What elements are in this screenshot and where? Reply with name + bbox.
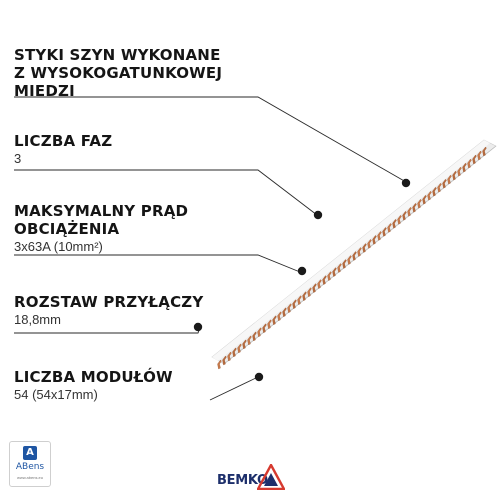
busbar: [212, 140, 496, 364]
copper-pin: [383, 227, 387, 236]
busbar-copper-pins: [218, 147, 487, 369]
copper-pin: [303, 292, 307, 301]
copper-pin: [333, 268, 337, 277]
copper-pin: [318, 280, 322, 289]
copper-pin: [413, 203, 417, 212]
copper-pin: [258, 328, 262, 337]
spec-value: 18,8mm: [14, 312, 61, 327]
copper-pin: [233, 348, 237, 357]
copper-pin: [283, 308, 287, 317]
copper-pin: [408, 207, 412, 216]
copper-pin: [448, 175, 452, 184]
spec-copper-contacts: [14, 46, 222, 100]
leader-dot-copper: [402, 179, 410, 187]
spec-value: 54 (54x17mm): [14, 387, 98, 402]
copper-pin: [308, 288, 312, 297]
abens-url: www.abens.eu: [16, 475, 43, 480]
copper-pin: [293, 300, 297, 309]
copper-pin: [423, 195, 427, 204]
copper-pin: [338, 264, 342, 273]
busbar-top-face: [212, 140, 490, 361]
copper-pin: [348, 256, 352, 265]
copper-pin: [478, 151, 482, 160]
copper-pin: [313, 284, 317, 293]
copper-pin: [473, 155, 477, 164]
copper-pin: [378, 231, 382, 240]
leader-line-modules: [210, 377, 258, 400]
copper-pin: [278, 312, 282, 321]
copper-pin: [483, 147, 487, 156]
copper-pin: [363, 244, 367, 253]
copper-pin: [443, 179, 447, 188]
copper-pin: [453, 171, 457, 180]
abens-name: ABens: [15, 462, 45, 472]
copper-pin: [403, 211, 407, 220]
copper-pin: [358, 248, 362, 257]
leader-dot-modules: [255, 373, 263, 381]
spec-title: STYKI SZYN WYKONANE Z WYSOKOGATUNKOWEJ MIEDZI: [14, 46, 223, 100]
copper-pin: [353, 252, 357, 261]
copper-pin: [288, 304, 292, 313]
copper-pin: [323, 276, 327, 285]
spec-module-count: [14, 368, 173, 403]
spec-connection-spacing: [14, 293, 203, 328]
copper-pin: [433, 187, 437, 196]
copper-pin: [463, 163, 467, 172]
copper-pin: [388, 223, 392, 232]
leader-dot-phases: [314, 211, 322, 219]
copper-pin: [298, 296, 302, 305]
copper-pin: [373, 235, 377, 244]
copper-pin: [328, 272, 332, 281]
copper-pin: [248, 336, 252, 345]
copper-pin: [428, 191, 432, 200]
leader-dot-current: [298, 267, 306, 275]
copper-pin: [263, 324, 267, 333]
abens-mark-icon: A: [23, 446, 37, 460]
bemko-triangle-icon: [257, 464, 285, 490]
copper-pin: [368, 239, 372, 248]
spec-phase-count: [14, 132, 112, 167]
spec-max-current: [14, 202, 188, 255]
copper-pin: [273, 316, 277, 325]
copper-pin: [243, 340, 247, 349]
copper-pin: [223, 356, 227, 365]
spec-value: 3: [14, 151, 22, 166]
copper-pin: [218, 360, 222, 369]
copper-pin: [398, 215, 402, 224]
leader-line-spacing: [14, 328, 200, 333]
spec-title: LICZBA MODUŁÓW: [14, 368, 173, 386]
bemko-wordmark: BEMKO: [217, 473, 268, 488]
copper-pin: [418, 199, 422, 208]
copper-pin: [458, 167, 462, 176]
copper-pin: [343, 260, 347, 269]
spec-title: LICZBA FAZ: [14, 132, 113, 150]
copper-pin: [238, 344, 242, 353]
copper-pin: [228, 352, 232, 361]
spec-title: MAKSYMALNY PRĄD OBCIĄŻENIA: [14, 202, 189, 238]
spec-title: ROZSTAW PRZYŁĄCZY: [14, 293, 204, 311]
busbar-edge: [224, 146, 496, 364]
leader-dots: [194, 179, 410, 381]
spec-value: 3x63A (10mm²): [14, 239, 103, 254]
busbar-body: [212, 140, 496, 364]
copper-pin: [468, 159, 472, 168]
copper-pin: [438, 183, 442, 192]
copper-pin: [393, 219, 397, 228]
copper-pin: [268, 320, 272, 329]
copper-pin: [253, 332, 257, 341]
leader-line-current: [14, 255, 300, 272]
abens-logo: [9, 441, 51, 487]
